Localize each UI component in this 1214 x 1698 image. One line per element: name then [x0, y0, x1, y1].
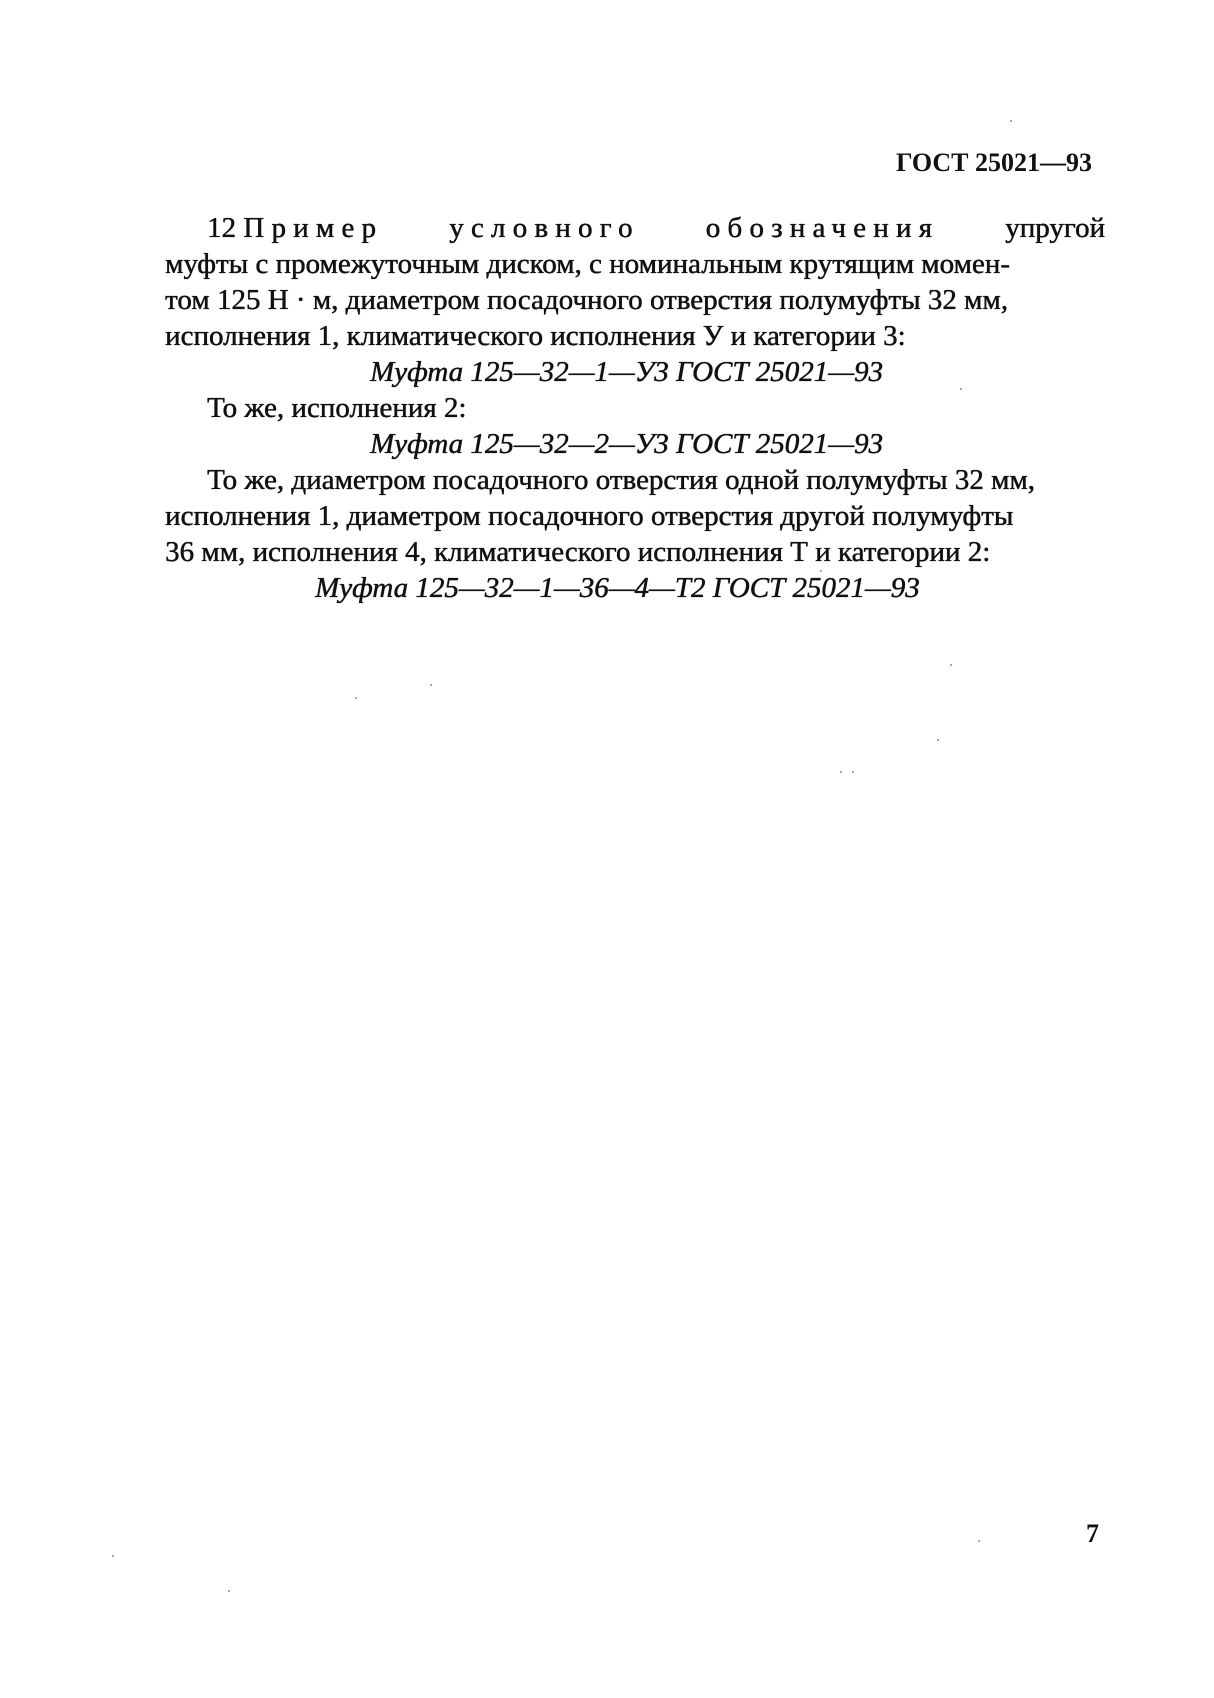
same-line-1: То же, диаметром посадочного отверстия одной полумуфты 32 мм,: [207, 464, 1035, 496]
section-lead: [207, 210, 383, 246]
lead-word-2: условного: [449, 212, 640, 244]
scan-speck: [355, 697, 357, 699]
section-number: 12: [207, 212, 244, 244]
same-execution-2: То же, исполнения 2:: [207, 392, 467, 424]
scan-speck: [820, 570, 822, 572]
scan-speck: [978, 1540, 980, 1542]
section-12: [165, 210, 1105, 606]
scan-speck: [950, 664, 952, 666]
lead-word-1: Пример: [243, 212, 384, 244]
designation-example-3: Муфта 125—32—1—36—4—Т2 ГОСТ 25021—93: [315, 572, 920, 604]
same-line-2: исполнения 1, диаметром посадочного отверстия другой полумуфты: [165, 500, 1014, 532]
scan-speck: [228, 1590, 230, 1592]
scan-speck: [1010, 120, 1012, 122]
scan-speck: [430, 684, 432, 686]
document-code-header: ГОСТ 25021—93: [895, 148, 1092, 177]
scan-speck: [960, 388, 962, 390]
scan-speck: [840, 771, 842, 773]
lead-word-3: обозначения: [705, 212, 940, 244]
page-number: 7: [1086, 1519, 1099, 1548]
section-line-4: исполнения 1, климатического исполнения У и категории 3:: [165, 320, 906, 352]
scan-speck: [852, 771, 854, 773]
line1-end: упругой: [1005, 212, 1105, 244]
section-line-3: том 125 Н · м, диаметром посадочного отверстия полумуфты 32 мм,: [165, 284, 1008, 316]
designation-example-2: Муфта 125—32—2—У3 ГОСТ 25021—93: [370, 428, 883, 460]
section-first-line: [165, 210, 1105, 246]
scan-speck: [937, 739, 939, 741]
same-line-3: 36 мм, исполнения 4, климатического исполнения Т и категории 2:: [165, 536, 991, 568]
designation-example-1: Муфта 125—32—1—У3 ГОСТ 25021—93: [370, 356, 883, 388]
scan-speck: [112, 1555, 114, 1557]
section-line-2: муфты с промежуточным диском, с номинальным крутящим момен-: [165, 248, 1010, 280]
